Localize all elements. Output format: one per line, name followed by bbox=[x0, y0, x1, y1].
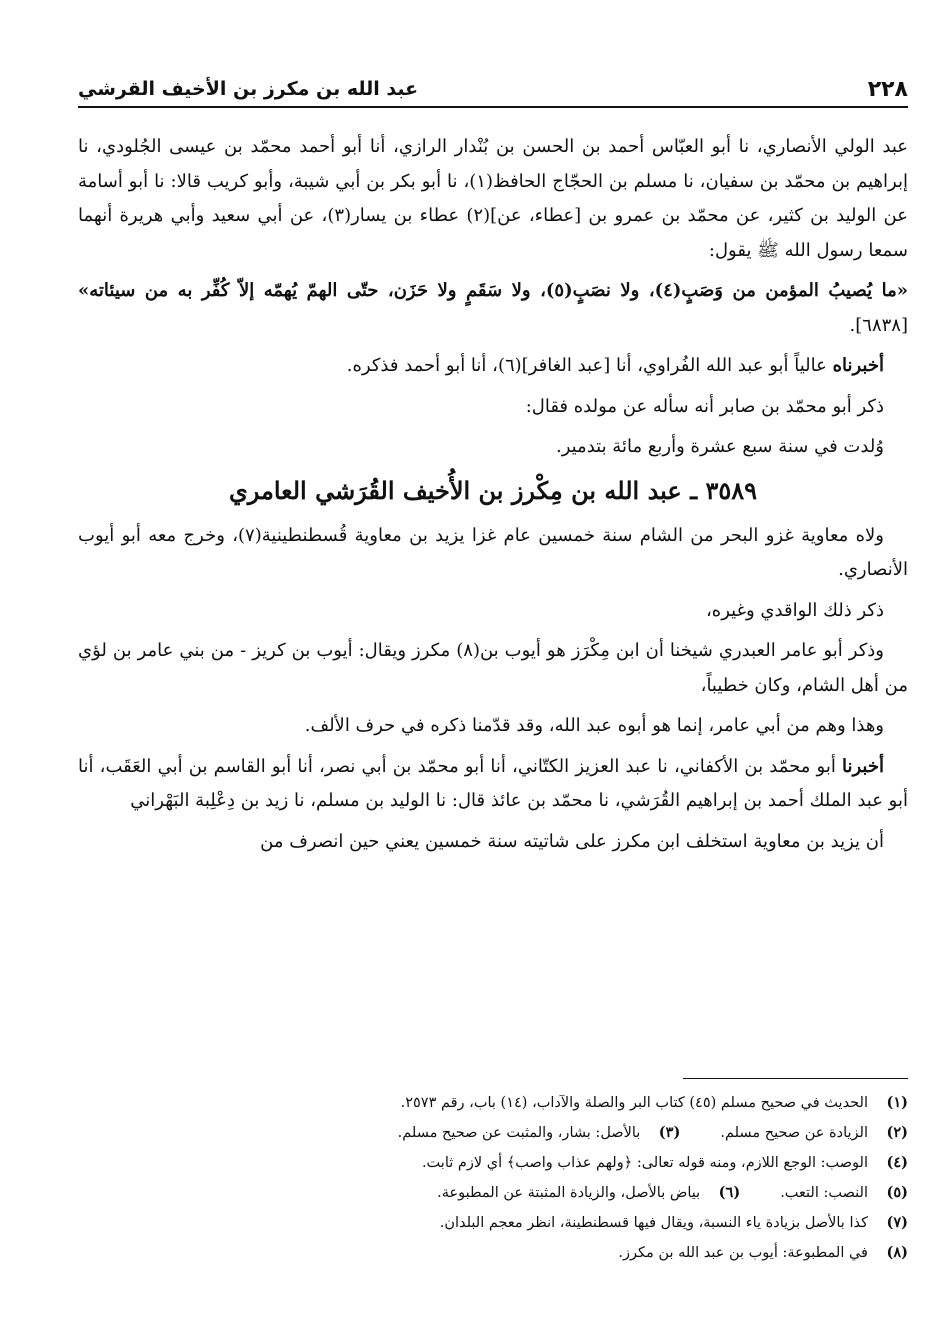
footnote-text: بالأصل: بشار، والمثبت عن صحيح مسلم. bbox=[397, 1125, 641, 1141]
footnote-number: (٨) bbox=[886, 1244, 908, 1261]
footnote-row bbox=[88, 1238, 908, 1268]
footnote-row bbox=[88, 1088, 908, 1118]
footnote bbox=[401, 1088, 908, 1118]
footnote-number: (٢) bbox=[886, 1124, 908, 1141]
hadith-reference: [٦٨٣٨]. bbox=[849, 314, 908, 336]
paragraph: ولاه معاوية غزو البحر من الشام سنة خمسين عام غزا يزيد بن معاوية قُسطنطينية(٧)، وخرج معه أبو أيوب الأنصاري. bbox=[78, 524, 908, 580]
hadith-paragraph bbox=[78, 274, 908, 343]
footnote bbox=[440, 1208, 908, 1238]
footnote bbox=[618, 1238, 908, 1268]
paragraph-lead: أخبرنا bbox=[842, 755, 884, 777]
footnote-separator bbox=[683, 1078, 908, 1079]
footnote bbox=[437, 1178, 740, 1208]
paragraph-lead: أخبرناه bbox=[832, 355, 884, 376]
entry-title: ٣٥٨٩ ـ عبد الله بن مِكْرز بن الأُخيف القُرَشي العامري bbox=[228, 475, 758, 505]
footnote-text: الوصب: الوجع اللازم، ومنه قوله تعالى: ﴿ولهم عذاب واصب﴾ أي لازم ثابت. bbox=[421, 1155, 868, 1171]
footnote-text: بياض بالأصل، والزيادة المثبتة عن المطبوعة. bbox=[437, 1185, 701, 1201]
paragraph: أن يزيد بن معاوية استخلف ابن مكرز على شاتيته سنة خمسين يعني حين انصرف من bbox=[260, 830, 884, 852]
footnote bbox=[398, 1118, 681, 1148]
paragraph: ذكر أبو محمّد بن صابر أنه سأله عن مولده فقال: bbox=[525, 395, 884, 417]
footnote-text: النصب: التعب. bbox=[780, 1185, 868, 1201]
paragraph bbox=[78, 349, 908, 384]
footnote-number: (٣) bbox=[658, 1124, 681, 1141]
footnote-number: (٥) bbox=[886, 1184, 908, 1201]
footnote-text: كذا بالأصل بزيادة ياء النسبة، ويقال فيها قسطنطينة، انظر معجم البلدان. bbox=[439, 1215, 868, 1231]
paragraph: عبد الولي الأنصاري، نا أبو العبّاس أحمد بن الحسن بن بُنْدار الرازي، أنا أبو أحمد محمّد بن عيسى الجُلودي، نا إبراهيم بن محمّد بن سفيان، نا مسلم بن الحجّاج الحافظ(١)، نا أبو بكر بن أبي شيبة، وأبو كريب قالا: نا أبو أسامة عن الوليد بن كثير، عن محمّد بن عمرو بن [عطاء، عن](٢) عطاء بن يسار(٣)، عن أبي سعيد وأبي هريرة أنهما سمعا رسول الله ﷺ يقول: bbox=[78, 136, 909, 261]
main-text bbox=[78, 130, 908, 865]
running-head: عبد الله بن مكرز بن الأخيف القرشي bbox=[78, 78, 419, 100]
footnote-number: (٧) bbox=[886, 1214, 908, 1231]
paragraph-text: أبو محمّد بن الأكفاني، نا عبد العزيز الكتّاني، أنا أبو محمّد بن أبي نصر، أنا أبو القاسم بن أبي العَقَب، أنا أبو عبد الملك أحمد بن إبراهيم القُرَشي، نا محمّد بن عائذ قال: نا الوليد بن مسلم، نا زيد بن دِعْلِبة البَهْراني bbox=[78, 755, 908, 811]
paragraph: وُلدت في سنة سبع عشرة وأربع مائة بتدمير. bbox=[555, 436, 884, 457]
footnote-text: الحديث في صحيح مسلم (٤٥) كتاب البر والصلة والآداب، (١٤) باب، رقم ٢٥٧٣. bbox=[400, 1095, 868, 1111]
paragraph-text: عالياً أبو عبد الله الفُراوي، أنا [عبد الغافر](٦)، أنا أبو أحمد فذكره. bbox=[346, 355, 833, 376]
footnote-row bbox=[88, 1118, 908, 1148]
footnote bbox=[780, 1178, 908, 1208]
footnote-text: في المطبوعة: أيوب بن عبد الله بن مكرز. bbox=[618, 1245, 868, 1261]
footnote-row bbox=[88, 1148, 908, 1178]
paragraph: وذكر أبو عامر العبدري شيخنا أن ابن مِكْرَز هو أيوب بن(٨) مكرز ويقال: أيوب بن كريز - من بني عامر بن لؤي من أهل الشام، وكان خطيباً، bbox=[78, 640, 908, 696]
footnote-number: (١) bbox=[886, 1094, 908, 1111]
page-header bbox=[78, 62, 908, 108]
footnote-number: (٤) bbox=[886, 1154, 908, 1171]
footnote-text: الزيادة عن صحيح مسلم. bbox=[720, 1125, 868, 1141]
page-number: ٢٢٨ bbox=[867, 77, 908, 102]
footnotes bbox=[88, 1088, 908, 1268]
footnote-number: (٦) bbox=[718, 1184, 741, 1201]
footnote-row bbox=[88, 1178, 908, 1208]
footnote bbox=[720, 1118, 908, 1148]
hadith-text: «ما يُصيبُ المؤمن من وَصَبٍ(٤)، ولا نصَبٍ(٥)، ولا سَقَمٍ ولا حَزَن، حتّى الهمّ يُهمّه إلاّ كُفِّر به من سيئاته» bbox=[78, 280, 908, 301]
footnote-row bbox=[88, 1208, 908, 1238]
paragraph: ذكر ذلك الواقدي وغيره، bbox=[706, 599, 884, 621]
footnote bbox=[422, 1148, 908, 1178]
paragraph bbox=[78, 750, 908, 819]
paragraph: وهذا وهم من أبي عامر، إنما هو أبوه عبد الله، وقد قدّمنا ذكره في حرف الألف. bbox=[304, 715, 884, 736]
